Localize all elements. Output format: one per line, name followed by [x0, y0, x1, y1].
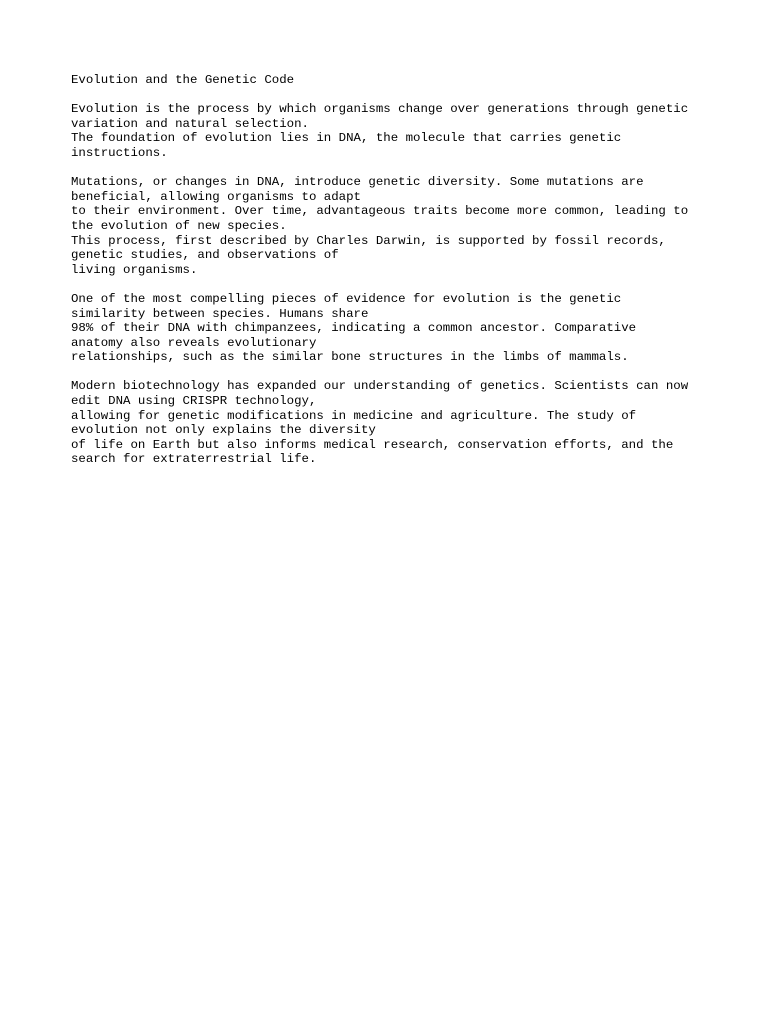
- paragraph-line: One of the most compelling pieces of evidence for evolution is the genetic: [71, 291, 622, 306]
- paragraph-line: Evolution is the process by which organisms change over generations through genetic: [71, 102, 689, 117]
- document-page: [71, 73, 731, 467]
- paragraph-line: to their environment. Over time, advantageous traits become more common, leading to: [71, 204, 689, 219]
- paragraph-line: 98% of their DNA with chimpanzees, indicating a common ancestor. Comparative: [71, 321, 637, 336]
- paragraph-line: allowing for genetic modifications in medicine and agriculture. The study of: [71, 408, 637, 423]
- paragraph-line: evolution not only explains the diversity: [71, 423, 376, 438]
- paragraph-line: The foundation of evolution lies in DNA, the molecule that carries genetic: [71, 131, 622, 146]
- document-title: Evolution and the Genetic Code: [71, 73, 295, 87]
- paragraph-line: Modern biotechnology has expanded our understanding of genetics. Scientists can now: [71, 379, 689, 394]
- paragraph-line: of life on Earth but also informs medical research, conservation efforts, and the: [71, 437, 674, 452]
- paragraph-line: search for extraterrestrial life.: [71, 452, 317, 467]
- paragraph-line: anatomy also reveals evolutionary: [71, 335, 317, 350]
- paragraph-line: beneficial, allowing organisms to adapt: [71, 189, 361, 204]
- paragraph-1: [71, 102, 731, 160]
- paragraph-2: [71, 175, 731, 277]
- paragraph-line: instructions.: [71, 145, 168, 160]
- paragraph-line: living organisms.: [71, 262, 198, 277]
- paragraph-line: This process, first described by Charles Darwin, is supported by fossil records,: [71, 233, 666, 248]
- paragraph-line: variation and natural selection.: [71, 116, 309, 131]
- paragraph-4: [71, 379, 731, 467]
- paragraph-line: relationships, such as the similar bone structures in the limbs of mammals.: [71, 350, 629, 365]
- paragraph-3: [71, 292, 731, 365]
- paragraph-line: edit DNA using CRISPR technology,: [71, 394, 317, 409]
- paragraph-line: similarity between species. Humans share: [71, 306, 369, 321]
- paragraph-line: Mutations, or changes in DNA, introduce genetic diversity. Some mutations are: [71, 175, 644, 190]
- paragraph-line: the evolution of new species.: [71, 218, 287, 233]
- paragraph-line: genetic studies, and observations of: [71, 248, 339, 263]
